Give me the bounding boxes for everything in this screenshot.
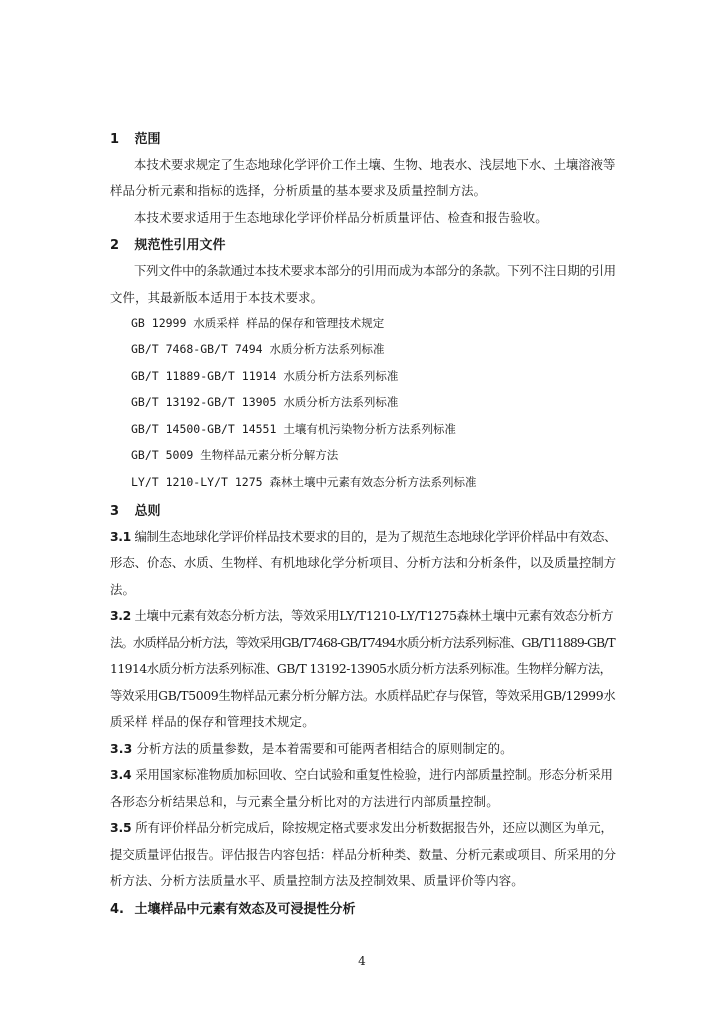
section-3-heading bbox=[110, 500, 161, 519]
paragraph-line: 11914水质分析方法系列标准、GB/T 13192-13905水质分析方法系列标准。生物样分解方法， bbox=[110, 661, 612, 676]
section-number: 4. bbox=[110, 902, 124, 917]
clause-text: 所有评价样品分析完成后，除按规定格式要求发出分析数据报告外，还应以测区为单元， bbox=[135, 820, 613, 835]
paragraph-line: 本技术要求适用于生态地球化学评价样品分析质量评估、检查和报告验收。 bbox=[134, 210, 548, 225]
section-title: 总则 bbox=[134, 504, 161, 519]
paragraph-line: 提交质量评估报告。评估报告内容包括：样品分析种类、数量、分析元素或项目、所采用的分 bbox=[110, 847, 616, 862]
clause-text: 土壤中元素有效态分析方法，等效采用LY/T1210-LY/T1275森林土壤中元素有效态分析方 bbox=[134, 608, 614, 623]
section-4-heading bbox=[110, 898, 356, 917]
section-title: 范围 bbox=[134, 132, 161, 147]
clause-3-4-line bbox=[110, 765, 616, 783]
reference-item: GB/T 11889-GB/T 11914 水质分析方法系列标准 bbox=[131, 369, 399, 383]
clause-3-2-line bbox=[110, 606, 616, 624]
paragraph-line: 样品分析元素和指标的选择，分析质量的基本要求及质量控制方法。 bbox=[110, 183, 487, 198]
clause-number: 3.1 bbox=[110, 529, 131, 544]
paragraph-line: 析方法、分析方法质量水平、质量控制方法及控制效果、质量评价等内容。 bbox=[110, 873, 524, 888]
clause-number: 3.2 bbox=[110, 608, 131, 623]
paragraph-line: 法。水质样品分析方法，等效采用GB/T7468-GB/T7494水质分析方法系列标准、GB/T11889-GB/T bbox=[110, 635, 615, 650]
page-number: 4 bbox=[358, 954, 366, 968]
paragraph-line: 各形态分析结果总和，与元素全量分析比对的方法进行内部质量控制。 bbox=[110, 794, 499, 809]
clause-text: 编制生态地球化学评价样品技术要求的目的，是为了规范生态地球化学评价样品中有效态、 bbox=[134, 529, 617, 544]
reference-item: LY/T 1210-LY/T 1275 森林土壤中元素有效态分析方法系列标准 bbox=[131, 475, 477, 489]
paragraph-line: 质采样 样品的保存和管理技术规定。 bbox=[110, 714, 315, 729]
clause-number: 3.4 bbox=[110, 767, 132, 782]
section-2-heading bbox=[110, 234, 226, 253]
reference-item: GB/T 7468-GB/T 7494 水质分析方法系列标准 bbox=[131, 342, 385, 356]
paragraph-line: 法。 bbox=[110, 582, 136, 597]
reference-item: GB 12999 水质采样 样品的保存和管理技术规定 bbox=[131, 316, 385, 330]
clause-3-5-line bbox=[110, 818, 616, 836]
paragraph-line: 下列文件中的条款通过本技术要求本部分的引用而成为本部分的条款。下列不注日期的引用 bbox=[134, 263, 616, 278]
section-number: 1 bbox=[110, 132, 120, 147]
paragraph-line: 文件，其最新版本适用于本技术要求。 bbox=[110, 290, 324, 305]
section-title: 土壤样品中元素有效态及可浸提性分析 bbox=[134, 902, 356, 917]
section-number: 2 bbox=[110, 238, 120, 253]
clause-3-1-line bbox=[110, 527, 616, 545]
section-1-heading bbox=[110, 128, 161, 147]
clause-text: 分析方法的质量参数，是本着需要和可能两者相结合的原则制定的。 bbox=[136, 741, 513, 756]
section-number: 3 bbox=[110, 504, 120, 519]
paragraph-line: 形态、价态、水质、生物样、有机地球化学分析项目、分析方法和分析条件，以及质量控制方 bbox=[110, 555, 616, 570]
paragraph-line: 等效采用GB/T5009生物样品元素分析分解方法。水质样品贮存与保管，等效采用GB/12999水 bbox=[110, 688, 616, 703]
clause-number: 3.3 bbox=[110, 741, 133, 756]
reference-item: GB/T 13192-GB/T 13905 水质分析方法系列标准 bbox=[131, 395, 399, 409]
clause-3-3-line bbox=[110, 739, 616, 757]
section-title: 规范性引用文件 bbox=[134, 238, 226, 253]
reference-item: GB/T 5009 生物样品元素分析分解方法 bbox=[131, 448, 339, 462]
clause-number: 3.5 bbox=[110, 820, 132, 835]
clause-text: 采用国家标准物质加标回收、空白试验和重复性检验，进行内部质量控制。形态分析采用 bbox=[135, 767, 613, 782]
paragraph-line: 本技术要求规定了生态地球化学评价工作土壤、生物、地表水、浅层地下水、土壤溶液等 bbox=[134, 157, 616, 172]
reference-item: GB/T 14500-GB/T 14551 土壤有机污染物分析方法系列标准 bbox=[131, 422, 456, 436]
